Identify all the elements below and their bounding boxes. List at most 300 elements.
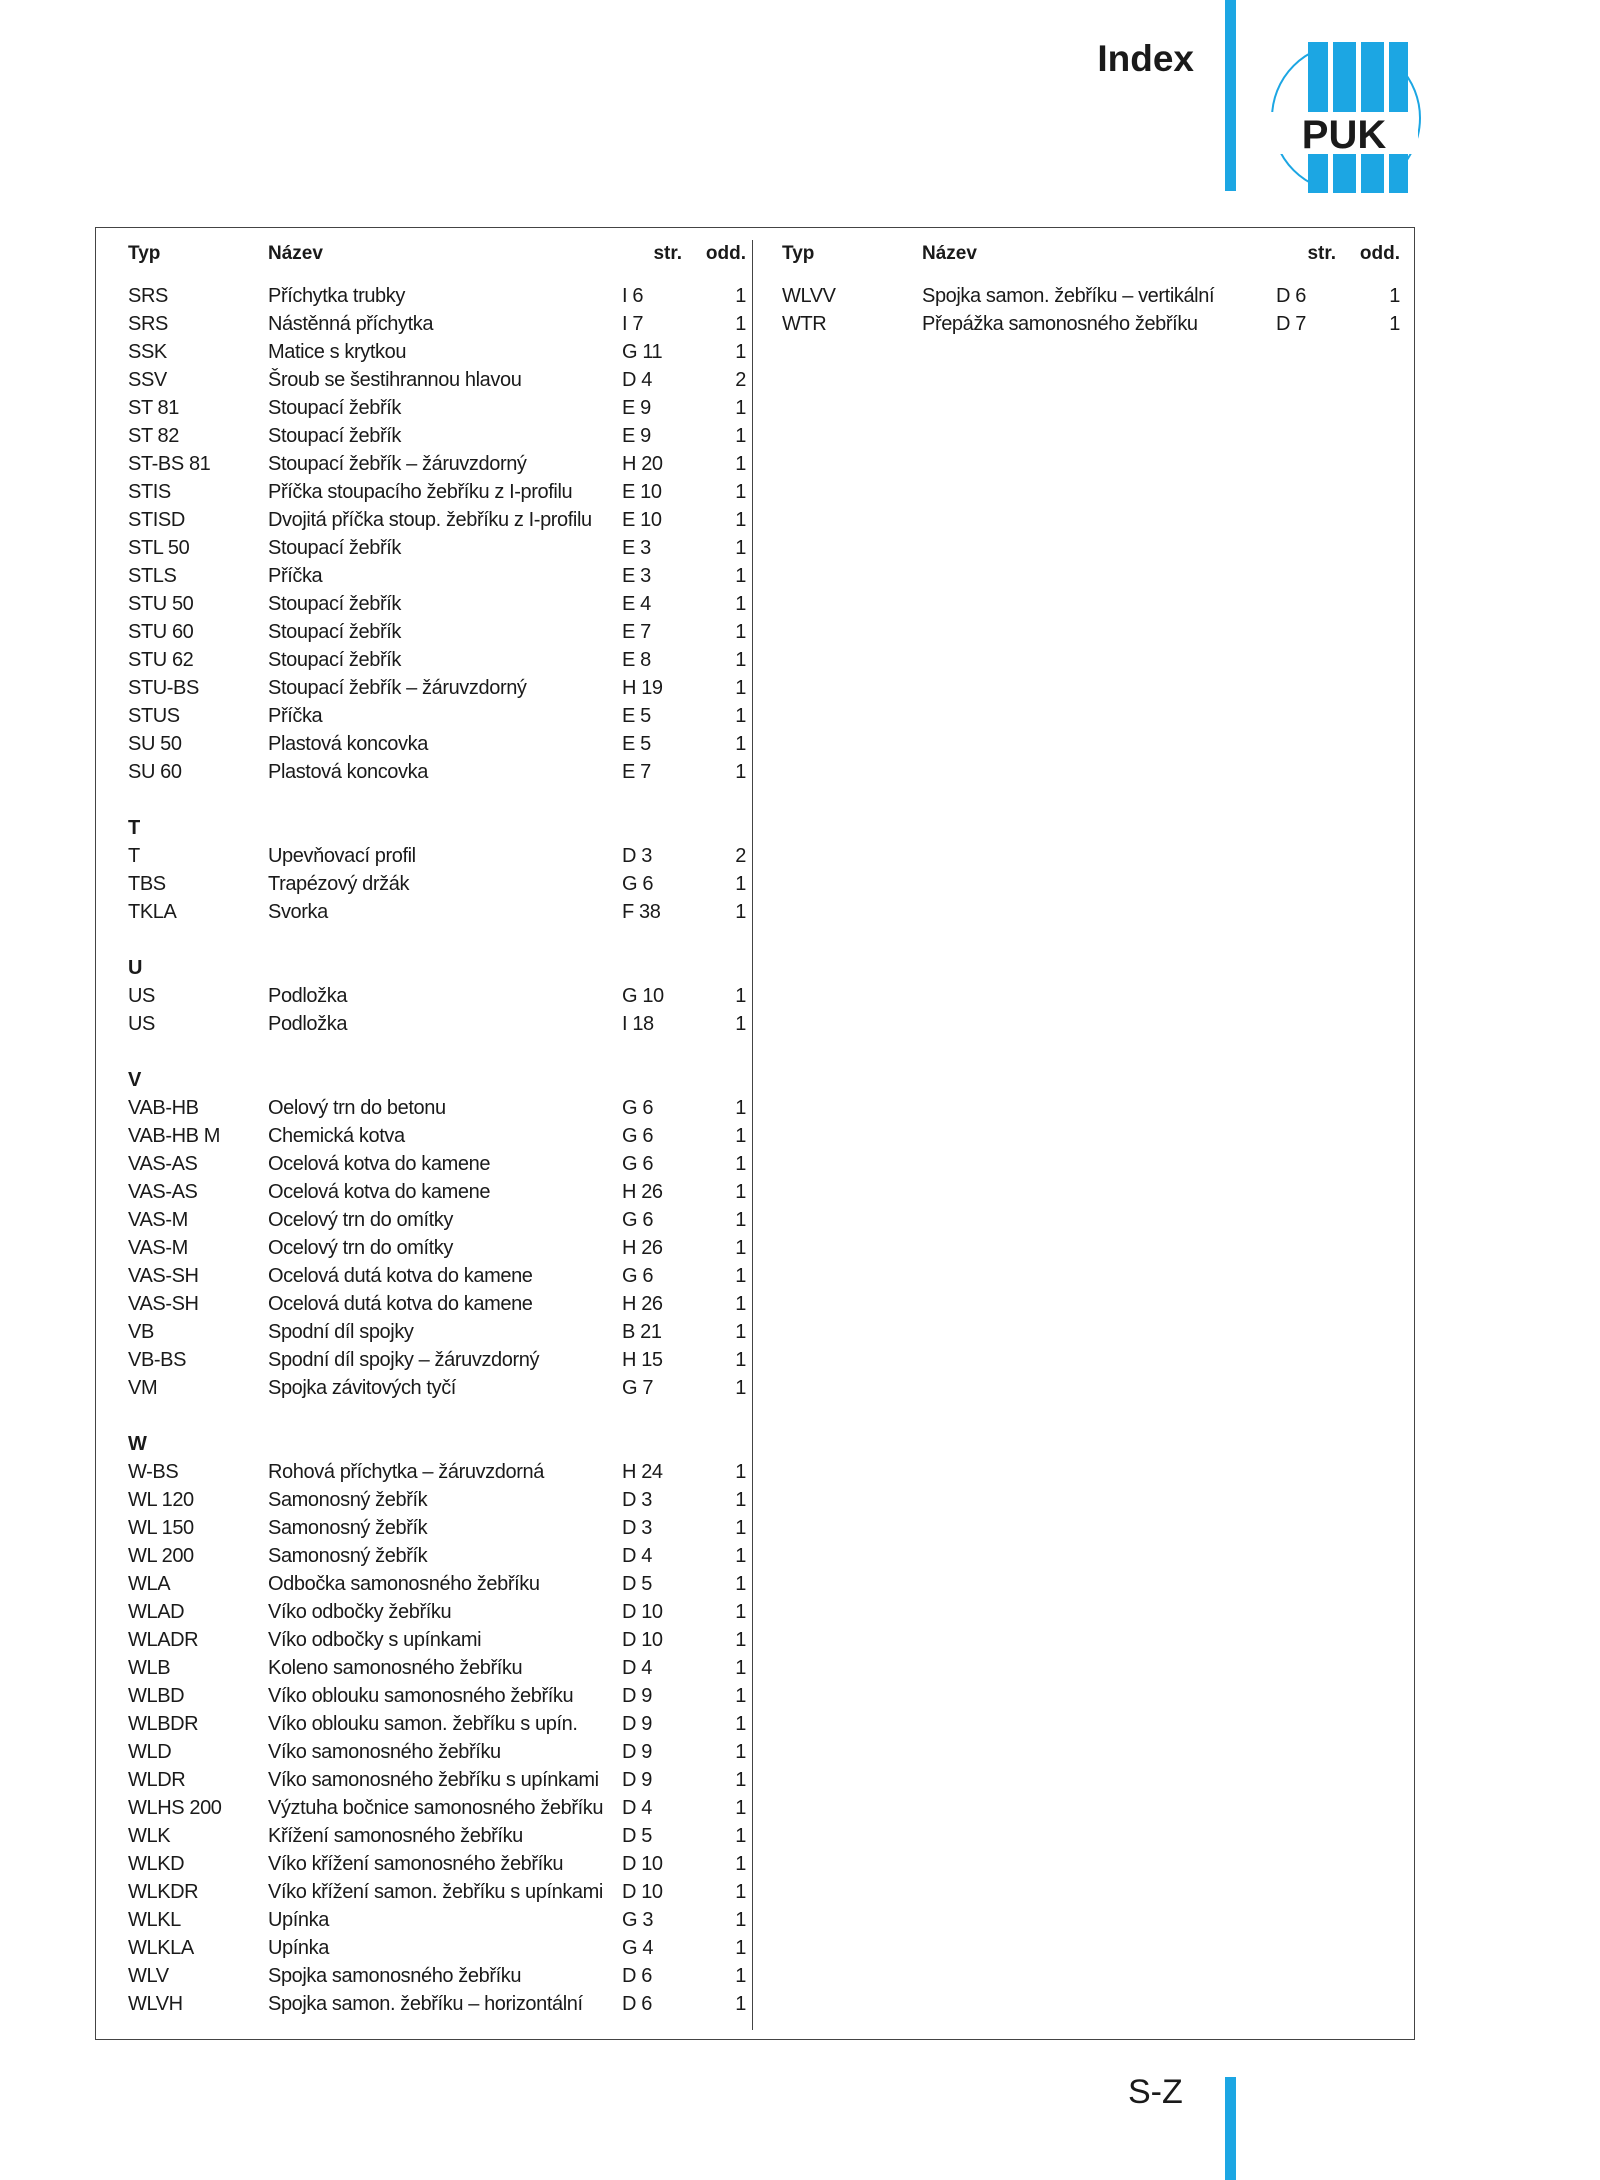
cell-str: D 4 bbox=[622, 1797, 652, 1819]
header-odd: odd. bbox=[1359, 243, 1400, 264]
cell-str: G 6 bbox=[622, 1125, 654, 1147]
cell-str: I 18 bbox=[622, 1013, 654, 1035]
cell-odd: 1 bbox=[735, 1797, 746, 1819]
cell-nazev: Víko křížení samonosného žebříku bbox=[268, 1853, 564, 1875]
cell-odd: 1 bbox=[735, 509, 746, 531]
cell-nazev: Šroub se šestihrannou hlavou bbox=[268, 369, 522, 391]
cell-str: D 9 bbox=[622, 1713, 652, 1735]
cell-typ: STU 60 bbox=[128, 621, 194, 643]
cell-str: E 10 bbox=[622, 509, 662, 531]
cell-str: B 21 bbox=[622, 1321, 662, 1343]
cell-typ: T bbox=[128, 845, 140, 867]
index-row bbox=[128, 478, 746, 506]
cell-typ: WLKLA bbox=[128, 1937, 194, 1959]
cell-str: D 3 bbox=[622, 1489, 652, 1511]
cell-str: D 10 bbox=[622, 1881, 663, 1903]
cell-typ: STL 50 bbox=[128, 537, 190, 559]
cell-str: D 9 bbox=[622, 1741, 652, 1763]
cell-typ: SRS bbox=[128, 285, 168, 307]
cell-typ: WLHS 200 bbox=[128, 1797, 222, 1819]
cell-odd: 1 bbox=[735, 1237, 746, 1259]
cell-nazev: Spodní díl spojky – žáruvzdorný bbox=[268, 1349, 540, 1371]
index-row bbox=[128, 562, 746, 590]
cell-nazev: Víko oblouku samonosného žebříku bbox=[268, 1685, 574, 1707]
cell-odd: 1 bbox=[735, 453, 746, 475]
logo-text: PUK bbox=[1301, 113, 1387, 157]
cell-nazev: Příčka bbox=[268, 565, 323, 587]
cell-odd: 1 bbox=[735, 285, 746, 307]
cell-odd: 1 bbox=[735, 1125, 746, 1147]
cell-odd: 1 bbox=[735, 1825, 746, 1847]
cell-odd: 1 bbox=[735, 1265, 746, 1287]
index-row bbox=[128, 1010, 746, 1038]
cell-str: D 10 bbox=[622, 1853, 663, 1875]
cell-nazev: Stoupací žebřík – žáruvzdorný bbox=[268, 453, 527, 475]
cell-odd: 1 bbox=[735, 1601, 746, 1623]
cell-typ: VAS-SH bbox=[128, 1265, 199, 1287]
cell-odd: 1 bbox=[735, 1937, 746, 1959]
cell-typ: WLD bbox=[128, 1741, 172, 1763]
cell-odd: 1 bbox=[735, 1349, 746, 1371]
cell-nazev: Odbočka samonosného žebříku bbox=[268, 1573, 540, 1595]
cell-typ: WLVH bbox=[128, 1993, 183, 2015]
index-column-right bbox=[782, 240, 1400, 338]
cell-nazev: Nástěnná příchytka bbox=[268, 313, 434, 335]
cell-typ: W-BS bbox=[128, 1461, 179, 1483]
cell-odd: 1 bbox=[735, 1321, 746, 1343]
cell-str: E 3 bbox=[622, 537, 651, 559]
cell-typ: SU 50 bbox=[128, 733, 182, 755]
puk-logo bbox=[1266, 40, 1421, 195]
cell-str: D 7 bbox=[1276, 313, 1306, 335]
cell-str: E 5 bbox=[622, 733, 651, 755]
cell-str: G 6 bbox=[622, 1209, 654, 1231]
index-row bbox=[128, 1262, 746, 1290]
header-str: str. bbox=[653, 243, 682, 264]
header-odd: odd. bbox=[705, 243, 746, 264]
index-row bbox=[128, 1206, 746, 1234]
index-row bbox=[128, 1738, 746, 1766]
cell-nazev: Spojka samon. žebříku – vertikální bbox=[922, 285, 1215, 307]
cell-str: H 19 bbox=[622, 677, 663, 699]
index-row bbox=[128, 702, 746, 730]
cell-typ: WLVV bbox=[782, 285, 836, 307]
cell-str: H 26 bbox=[622, 1181, 663, 1203]
cell-nazev: Samonosný žebřík bbox=[268, 1489, 428, 1511]
cell-typ: VB bbox=[128, 1321, 154, 1343]
cell-nazev: Oelový trn do betonu bbox=[268, 1097, 446, 1119]
cell-typ: VAS-M bbox=[128, 1237, 188, 1259]
cell-nazev: Víko odbočky žebříku bbox=[268, 1601, 452, 1623]
index-row bbox=[128, 618, 746, 646]
cell-str: E 7 bbox=[622, 761, 651, 783]
cell-typ: US bbox=[128, 1013, 155, 1035]
cell-typ: SRS bbox=[128, 313, 168, 335]
cell-typ: WTR bbox=[782, 313, 827, 335]
cell-nazev: Upevňovací profil bbox=[268, 845, 416, 867]
cell-typ: ST-BS 81 bbox=[128, 453, 211, 475]
cell-odd: 1 bbox=[735, 1097, 746, 1119]
cell-odd: 1 bbox=[735, 1209, 746, 1231]
cell-str: D 6 bbox=[1276, 285, 1306, 307]
cell-odd: 1 bbox=[735, 733, 746, 755]
header-typ: Typ bbox=[128, 243, 161, 264]
cell-odd: 1 bbox=[735, 1853, 746, 1875]
cell-nazev: Podložka bbox=[268, 1013, 348, 1035]
index-row bbox=[128, 674, 746, 702]
index-row bbox=[128, 1626, 746, 1654]
cell-nazev: Upínka bbox=[268, 1909, 329, 1931]
cell-str: H 26 bbox=[622, 1237, 663, 1259]
cell-typ: WLAD bbox=[128, 1601, 185, 1623]
cell-str: F 38 bbox=[622, 901, 661, 923]
cell-str: D 4 bbox=[622, 1657, 652, 1679]
index-row bbox=[128, 1514, 746, 1542]
cell-typ: TKLA bbox=[128, 901, 177, 923]
index-row bbox=[128, 1570, 746, 1598]
cell-nazev: Ocelový trn do omítky bbox=[268, 1209, 453, 1231]
cell-odd: 1 bbox=[735, 313, 746, 335]
cell-typ: STLS bbox=[128, 565, 177, 587]
index-row bbox=[128, 842, 746, 870]
index-row bbox=[128, 1654, 746, 1682]
cell-odd: 1 bbox=[1389, 285, 1400, 307]
section-letter-label: V bbox=[128, 1069, 141, 1091]
index-row bbox=[128, 1962, 746, 1990]
index-row bbox=[782, 310, 1400, 338]
index-row bbox=[128, 1710, 746, 1738]
cell-odd: 1 bbox=[735, 1993, 746, 2015]
index-row bbox=[128, 1094, 746, 1122]
index-row bbox=[128, 506, 746, 534]
index-row bbox=[128, 1150, 746, 1178]
cell-typ: WLADR bbox=[128, 1629, 199, 1651]
cell-typ: STUS bbox=[128, 705, 180, 727]
cell-nazev: Ocelová dutá kotva do kamene bbox=[268, 1293, 533, 1315]
index-row bbox=[128, 1766, 746, 1794]
cell-typ: WL 120 bbox=[128, 1489, 194, 1511]
index-row bbox=[128, 282, 746, 310]
index-row bbox=[128, 1850, 746, 1878]
header-str: str. bbox=[1307, 243, 1336, 264]
cell-str: G 6 bbox=[622, 1265, 654, 1287]
cell-odd: 1 bbox=[735, 1713, 746, 1735]
accent-bar-top bbox=[1225, 0, 1236, 191]
cell-nazev: Dvojitá příčka stoup. žebříku z I-profilu bbox=[268, 509, 592, 531]
cell-typ: ST 81 bbox=[128, 397, 179, 419]
cell-str: E 9 bbox=[622, 397, 651, 419]
cell-odd: 1 bbox=[735, 341, 746, 363]
cell-typ: WL 150 bbox=[128, 1517, 194, 1539]
cell-nazev: Plastová koncovka bbox=[268, 761, 428, 783]
cell-typ: VM bbox=[128, 1377, 158, 1399]
cell-odd: 1 bbox=[735, 1545, 746, 1567]
cell-nazev: Stoupací žebřík bbox=[268, 649, 401, 671]
cell-str: E 9 bbox=[622, 425, 651, 447]
cell-str: H 24 bbox=[622, 1461, 663, 1483]
cell-str: I 7 bbox=[622, 313, 644, 335]
index-row bbox=[128, 450, 746, 478]
index-row bbox=[128, 1346, 746, 1374]
cell-str: D 4 bbox=[622, 369, 652, 391]
index-row bbox=[128, 758, 746, 786]
cell-typ: WLV bbox=[128, 1965, 169, 1987]
cell-typ: WLK bbox=[128, 1825, 171, 1847]
index-row bbox=[128, 1934, 746, 1962]
cell-nazev: Spojka samonosného žebříku bbox=[268, 1965, 522, 1987]
index-row bbox=[128, 1878, 746, 1906]
cell-odd: 1 bbox=[735, 565, 746, 587]
table-header bbox=[782, 240, 1400, 268]
cell-odd: 1 bbox=[735, 1909, 746, 1931]
cell-str: E 4 bbox=[622, 593, 651, 615]
cell-odd: 1 bbox=[735, 677, 746, 699]
cell-odd: 1 bbox=[735, 537, 746, 559]
cell-nazev: Spojka samon. žebříku – horizontální bbox=[268, 1993, 583, 2015]
cell-nazev: Stoupací žebřík – žáruvzdorný bbox=[268, 677, 527, 699]
cell-typ: STIS bbox=[128, 481, 171, 503]
cell-nazev: Matice s krytkou bbox=[268, 341, 407, 363]
cell-nazev: Ocelová kotva do kamene bbox=[268, 1181, 491, 1203]
cell-typ: STISD bbox=[128, 509, 185, 531]
cell-odd: 1 bbox=[735, 621, 746, 643]
index-row bbox=[128, 1990, 746, 2018]
index-row bbox=[782, 282, 1400, 310]
cell-typ: VAS-SH bbox=[128, 1293, 199, 1315]
cell-typ: VAB-HB bbox=[128, 1097, 199, 1119]
cell-str: H 20 bbox=[622, 453, 663, 475]
index-row bbox=[128, 310, 746, 338]
cell-nazev: Ocelová dutá kotva do kamene bbox=[268, 1265, 533, 1287]
index-row bbox=[128, 1822, 746, 1850]
cell-typ: SSV bbox=[128, 369, 167, 391]
cell-odd: 1 bbox=[735, 1629, 746, 1651]
cell-nazev: Stoupací žebřík bbox=[268, 397, 401, 419]
cell-typ: VAS-AS bbox=[128, 1181, 198, 1203]
cell-nazev: Přepážka samonosného žebříku bbox=[922, 313, 1198, 335]
index-row bbox=[128, 534, 746, 562]
cell-nazev: Příčka stoupacího žebříku z I-profilu bbox=[268, 481, 573, 503]
section-letter-label: U bbox=[128, 957, 143, 979]
cell-str: G 6 bbox=[622, 1097, 654, 1119]
cell-nazev: Samonosný žebřík bbox=[268, 1545, 428, 1567]
cell-typ: SSK bbox=[128, 341, 167, 363]
cell-str: D 5 bbox=[622, 1825, 652, 1847]
cell-odd: 1 bbox=[735, 1685, 746, 1707]
cell-nazev: Výztuha bočnice samonosného žebříku bbox=[268, 1797, 604, 1819]
cell-odd: 1 bbox=[735, 1013, 746, 1035]
index-row bbox=[128, 1486, 746, 1514]
index-row bbox=[128, 422, 746, 450]
cell-odd: 1 bbox=[735, 1293, 746, 1315]
index-row bbox=[128, 1234, 746, 1262]
section-letter bbox=[128, 1430, 746, 1458]
section-letter-label: T bbox=[128, 817, 140, 839]
cell-str: D 5 bbox=[622, 1573, 652, 1595]
cell-odd: 1 bbox=[735, 649, 746, 671]
cell-nazev: Víko křížení samon. žebříku s upínkami bbox=[268, 1881, 603, 1903]
page-section-label: S-Z bbox=[1128, 2073, 1183, 2111]
cell-str: D 9 bbox=[622, 1769, 652, 1791]
cell-str: D 3 bbox=[622, 845, 652, 867]
cell-nazev: Samonosný žebřík bbox=[268, 1517, 428, 1539]
cell-str: G 11 bbox=[622, 341, 663, 363]
index-row bbox=[128, 1458, 746, 1486]
cell-nazev: Křížení samonosného žebříku bbox=[268, 1825, 523, 1847]
index-row bbox=[128, 394, 746, 422]
accent-bar-bottom bbox=[1225, 2077, 1236, 2180]
cell-typ: STU-BS bbox=[128, 677, 199, 699]
cell-odd: 1 bbox=[735, 761, 746, 783]
index-row bbox=[128, 1318, 746, 1346]
cell-typ: WLDR bbox=[128, 1769, 186, 1791]
index-row bbox=[128, 1374, 746, 1402]
cell-str: E 3 bbox=[622, 565, 651, 587]
section-letter bbox=[128, 1066, 746, 1094]
cell-nazev: Plastová koncovka bbox=[268, 733, 428, 755]
cell-odd: 1 bbox=[735, 397, 746, 419]
index-row bbox=[128, 1122, 746, 1150]
cell-nazev: Stoupací žebřík bbox=[268, 593, 401, 615]
cell-str: D 9 bbox=[622, 1685, 652, 1707]
index-row bbox=[128, 898, 746, 926]
section-letter bbox=[128, 814, 746, 842]
index-row bbox=[128, 1906, 746, 1934]
cell-odd: 1 bbox=[735, 1573, 746, 1595]
cell-typ: WLKD bbox=[128, 1853, 185, 1875]
cell-nazev: Víko oblouku samon. žebříku s upín. bbox=[268, 1713, 578, 1735]
cell-nazev: Příchytka trubky bbox=[268, 285, 405, 307]
cell-odd: 1 bbox=[735, 593, 746, 615]
index-row bbox=[128, 982, 746, 1010]
index-row bbox=[128, 1794, 746, 1822]
cell-typ: SU 60 bbox=[128, 761, 182, 783]
cell-odd: 1 bbox=[735, 1153, 746, 1175]
cell-nazev: Stoupací žebřík bbox=[268, 621, 401, 643]
cell-odd: 1 bbox=[735, 425, 746, 447]
index-row bbox=[128, 366, 746, 394]
header-nazev: Název bbox=[922, 243, 977, 264]
index-row bbox=[128, 1290, 746, 1318]
column-divider bbox=[752, 240, 753, 2030]
cell-str: E 10 bbox=[622, 481, 662, 503]
cell-str: G 6 bbox=[622, 873, 654, 895]
cell-odd: 1 bbox=[735, 1741, 746, 1763]
cell-typ: VB-BS bbox=[128, 1349, 187, 1371]
index-row bbox=[128, 1598, 746, 1626]
cell-odd: 1 bbox=[735, 1489, 746, 1511]
cell-nazev: Koleno samonosného žebříku bbox=[268, 1657, 523, 1679]
cell-str: E 8 bbox=[622, 649, 651, 671]
cell-str: H 26 bbox=[622, 1293, 663, 1315]
cell-str: G 10 bbox=[622, 985, 664, 1007]
cell-typ: US bbox=[128, 985, 155, 1007]
header-typ: Typ bbox=[782, 243, 815, 264]
cell-nazev: Víko samonosného žebříku s upínkami bbox=[268, 1769, 599, 1791]
index-row bbox=[128, 1542, 746, 1570]
cell-str: D 3 bbox=[622, 1517, 652, 1539]
cell-str: G 6 bbox=[622, 1153, 654, 1175]
cell-str: H 15 bbox=[622, 1349, 663, 1371]
cell-nazev: Stoupací žebřík bbox=[268, 537, 401, 559]
cell-typ: VAB-HB M bbox=[128, 1125, 220, 1147]
cell-odd: 1 bbox=[735, 705, 746, 727]
cell-typ: VAS-AS bbox=[128, 1153, 198, 1175]
cell-nazev: Příčka bbox=[268, 705, 323, 727]
cell-odd: 1 bbox=[735, 1657, 746, 1679]
cell-typ: TBS bbox=[128, 873, 166, 895]
index-column-left bbox=[128, 240, 746, 2018]
cell-typ: ST 82 bbox=[128, 425, 179, 447]
cell-odd: 1 bbox=[735, 1965, 746, 1987]
cell-odd: 1 bbox=[735, 1377, 746, 1399]
section-letter-label: W bbox=[128, 1433, 147, 1455]
cell-nazev: Spodní díl spojky bbox=[268, 1321, 414, 1343]
cell-odd: 1 bbox=[735, 901, 746, 923]
cell-nazev: Víko odbočky s upínkami bbox=[268, 1629, 482, 1651]
cell-odd: 1 bbox=[735, 1769, 746, 1791]
cell-odd: 1 bbox=[735, 1461, 746, 1483]
cell-typ: WLBDR bbox=[128, 1713, 199, 1735]
cell-str: D 10 bbox=[622, 1601, 663, 1623]
cell-str: D 4 bbox=[622, 1545, 652, 1567]
cell-typ: WLB bbox=[128, 1657, 171, 1679]
cell-odd: 2 bbox=[735, 845, 746, 867]
cell-str: G 3 bbox=[622, 1909, 654, 1931]
cell-str: E 5 bbox=[622, 705, 651, 727]
cell-str: G 7 bbox=[622, 1377, 654, 1399]
index-row bbox=[128, 338, 746, 366]
cell-typ: WL 200 bbox=[128, 1545, 194, 1567]
cell-nazev: Ocelová kotva do kamene bbox=[268, 1153, 491, 1175]
cell-typ: WLBD bbox=[128, 1685, 185, 1707]
cell-odd: 1 bbox=[735, 481, 746, 503]
cell-nazev: Ocelový trn do omítky bbox=[268, 1237, 453, 1259]
cell-odd: 1 bbox=[735, 1517, 746, 1539]
cell-nazev: Rohová příchytka – žáruvzdorná bbox=[268, 1461, 544, 1483]
cell-typ: WLA bbox=[128, 1573, 171, 1595]
cell-typ: WLKL bbox=[128, 1909, 181, 1931]
cell-typ: VAS-M bbox=[128, 1209, 188, 1231]
cell-nazev: Upínka bbox=[268, 1937, 329, 1959]
cell-nazev: Spojka závitových tyčí bbox=[268, 1377, 456, 1399]
cell-str: I 6 bbox=[622, 285, 644, 307]
cell-str: D 10 bbox=[622, 1629, 663, 1651]
cell-typ: STU 62 bbox=[128, 649, 194, 671]
cell-typ: STU 50 bbox=[128, 593, 194, 615]
index-row bbox=[128, 1178, 746, 1206]
cell-nazev: Podložka bbox=[268, 985, 348, 1007]
index-row bbox=[128, 870, 746, 898]
header-nazev: Název bbox=[268, 243, 323, 264]
cell-nazev: Svorka bbox=[268, 901, 328, 923]
cell-nazev: Stoupací žebřík bbox=[268, 425, 401, 447]
cell-typ: WLKDR bbox=[128, 1881, 199, 1903]
index-row bbox=[128, 730, 746, 758]
index-row bbox=[128, 646, 746, 674]
cell-nazev: Víko samonosného žebříku bbox=[268, 1741, 501, 1763]
cell-str: E 7 bbox=[622, 621, 651, 643]
index-row bbox=[128, 590, 746, 618]
cell-odd: 1 bbox=[1389, 313, 1400, 335]
cell-str: D 6 bbox=[622, 1965, 652, 1987]
cell-odd: 2 bbox=[735, 369, 746, 391]
section-letter bbox=[128, 954, 746, 982]
cell-str: G 4 bbox=[622, 1937, 654, 1959]
cell-odd: 1 bbox=[735, 873, 746, 895]
cell-str: D 6 bbox=[622, 1993, 652, 2015]
cell-nazev: Trapézový držák bbox=[268, 873, 410, 895]
